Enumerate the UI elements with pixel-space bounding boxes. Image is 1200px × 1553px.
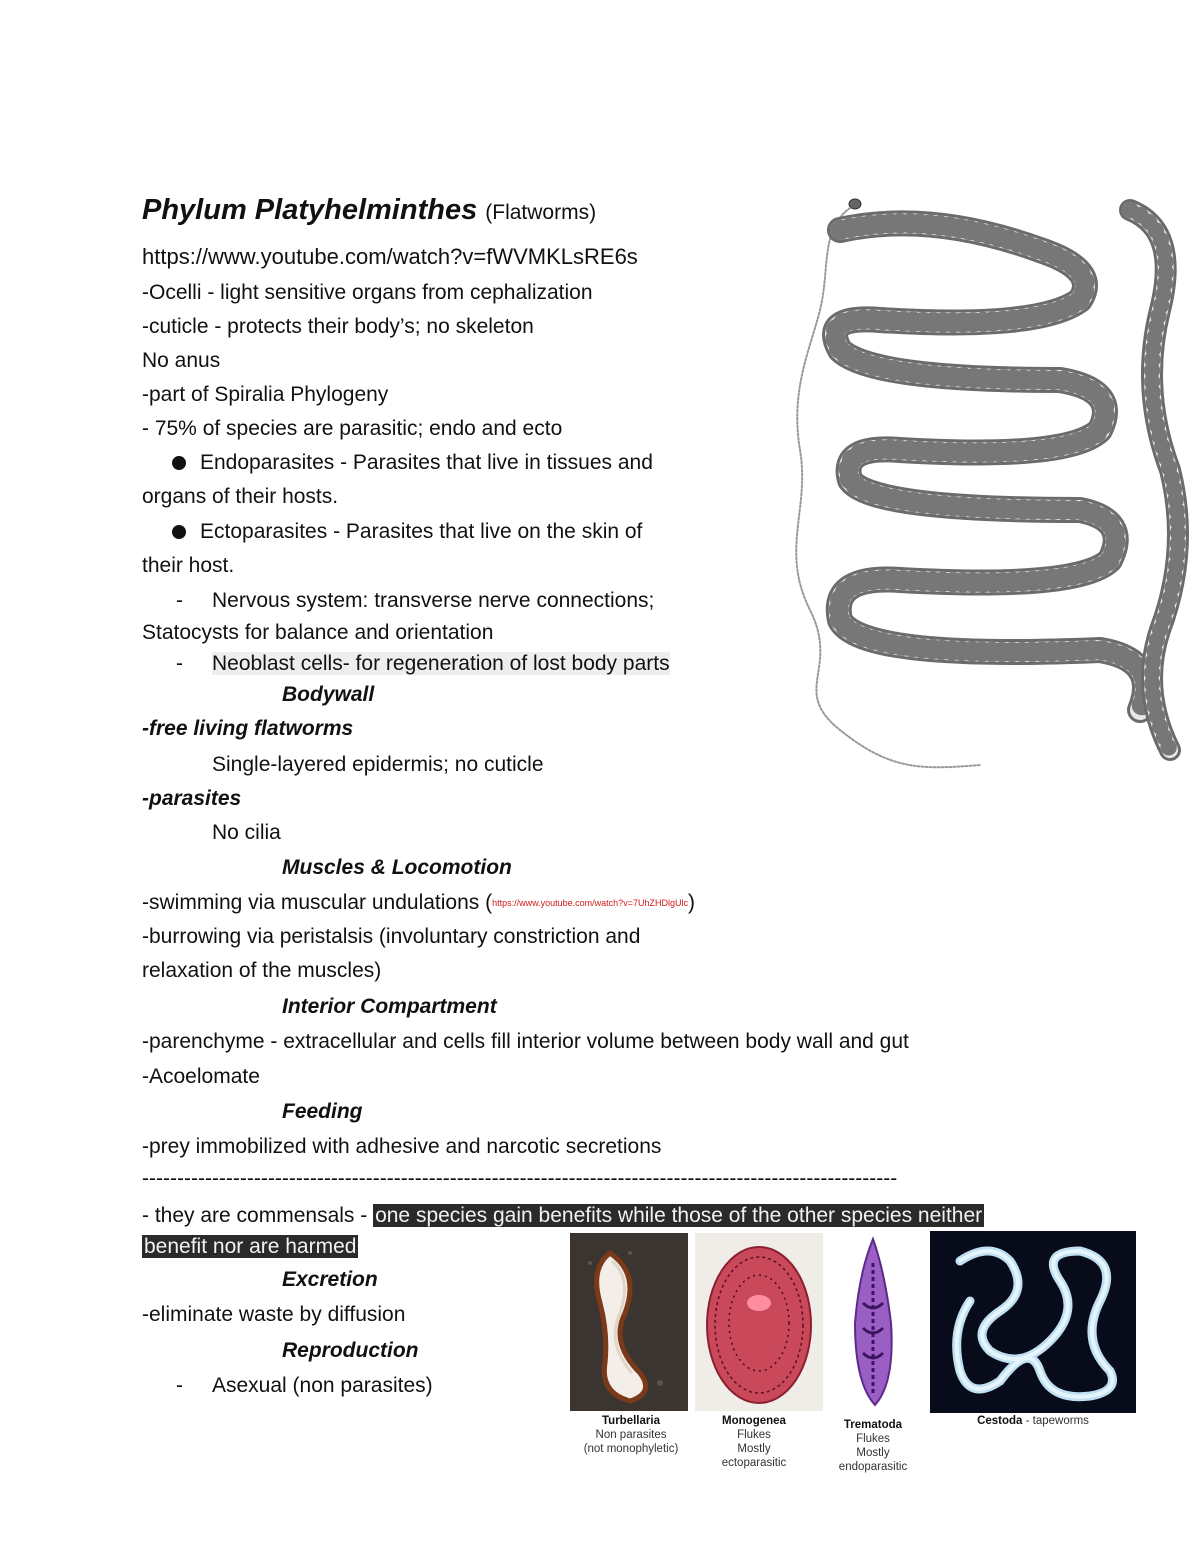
intro-line: -part of Spiralia Phylogeny bbox=[142, 383, 389, 406]
section-heading-bodywall: Bodywall bbox=[282, 683, 375, 706]
dash-continuation: Statocysts for balance and orientation bbox=[142, 621, 494, 644]
body-text: -prey immobilized with adhesive and narcotic secretions bbox=[142, 1135, 662, 1158]
section-heading-feeding: Feeding bbox=[282, 1100, 363, 1123]
caption-text: Mostly bbox=[856, 1447, 890, 1459]
subheading-parasites: -parasites bbox=[142, 787, 242, 810]
caption-text: Mostly bbox=[737, 1443, 771, 1455]
caption-title: Monogenea bbox=[722, 1415, 786, 1427]
dash-item: - Nervous system: transverse nerve connections; bbox=[176, 589, 655, 612]
body-text: -burrowing via peristalsis (involuntary constriction and bbox=[142, 925, 641, 948]
caption-text: ectoparasitic bbox=[721, 1457, 787, 1469]
intro-line: -cuticle - protects their body’s; no skeleton bbox=[142, 315, 534, 338]
subheading-free-living: -free living flatworms bbox=[142, 717, 354, 740]
monogenea-photo bbox=[695, 1233, 823, 1411]
caption-cestoda bbox=[930, 1414, 1136, 1428]
caption-text: Flukes bbox=[856, 1433, 890, 1445]
highlighted-text: benefit nor are harmed bbox=[144, 1235, 357, 1258]
body-text: -Acoelomate bbox=[142, 1065, 260, 1088]
dash-text: Nervous system: transverse nerve connections; bbox=[212, 589, 655, 612]
tapeworm-illustration bbox=[780, 190, 1200, 780]
cestoda-photo bbox=[930, 1231, 1136, 1413]
commensals-line bbox=[142, 1203, 984, 1229]
body-text: -parenchyme - extracellular and cells fill interior volume between body wall and gut bbox=[142, 1030, 909, 1053]
dash-item: - Neoblast cells- for regeneration of lost body parts bbox=[176, 652, 670, 675]
bullet-continuation: organs of their hosts. bbox=[142, 485, 339, 508]
body-text: Single-layered epidermis; no cuticle bbox=[212, 753, 544, 776]
video-url[interactable]: https://www.youtube.com/watch?v=fWVMKLsRE6s bbox=[142, 244, 638, 269]
caption-text: Flukes bbox=[737, 1429, 771, 1441]
body-text: -swimming via muscular undulations ( bbox=[142, 891, 493, 914]
caption-title: Turbellaria bbox=[602, 1415, 660, 1427]
highlighted-text: one species gain benefits while those of the other species neither bbox=[375, 1204, 983, 1227]
bullet-text: Endoparasites - Parasites that live in tissues and bbox=[200, 451, 653, 474]
body-text: - they are commensals - bbox=[142, 1204, 374, 1227]
title-main: Phylum Platyhelminthes bbox=[142, 194, 478, 226]
caption-monogenea bbox=[695, 1414, 813, 1470]
caption-trematoda bbox=[830, 1418, 916, 1474]
video-link[interactable]: https://www.youtube.com/watch?v=7UhZHDlgUlc bbox=[492, 898, 688, 908]
bullet-continuation: their host. bbox=[142, 554, 235, 577]
caption-title: Cestoda bbox=[977, 1415, 1023, 1427]
section-heading-muscles: Muscles & Locomotion bbox=[282, 856, 512, 879]
page-title bbox=[142, 193, 596, 230]
section-heading-reproduction: Reproduction bbox=[282, 1339, 419, 1362]
body-text: relaxation of the muscles) bbox=[142, 959, 382, 982]
caption-text: Non parasites bbox=[595, 1429, 667, 1441]
dash-text: Neoblast cells- for regeneration of lost body parts bbox=[212, 652, 670, 675]
section-heading-interior: Interior Compartment bbox=[282, 995, 497, 1018]
caption-text: - tapeworms bbox=[1022, 1415, 1089, 1427]
bullet-item bbox=[172, 519, 642, 545]
swimming-line bbox=[142, 890, 695, 916]
caption-text: (not monophyletic) bbox=[583, 1443, 679, 1455]
bullet-dot-icon bbox=[172, 525, 186, 539]
title-sub: (Flatworms) bbox=[485, 201, 597, 224]
body-text: -eliminate waste by diffusion bbox=[142, 1303, 406, 1326]
body-text: ) bbox=[687, 891, 695, 914]
intro-line: - 75% of species are parasitic; endo and ecto bbox=[142, 417, 563, 440]
caption-text: endoparasitic bbox=[838, 1461, 908, 1473]
commensals-line-2 bbox=[142, 1234, 358, 1260]
section-heading-excretion: Excretion bbox=[282, 1268, 378, 1291]
caption-title: Trematoda bbox=[843, 1419, 903, 1431]
dash-text: Asexual (non parasites) bbox=[212, 1374, 433, 1397]
bullet-text: Ectoparasites - Parasites that live on the skin of bbox=[200, 520, 643, 543]
intro-line: -Ocelli - light sensitive organs from cephalization bbox=[142, 281, 593, 304]
intro-line: No anus bbox=[142, 349, 221, 372]
trematoda-photo bbox=[833, 1233, 913, 1411]
caption-turbellaria bbox=[572, 1414, 690, 1456]
body-text: No cilia bbox=[212, 821, 281, 844]
bullet-item bbox=[172, 450, 653, 476]
turbellaria-photo bbox=[570, 1233, 688, 1411]
divider: ------------------------------------------------------------------------------------------------------------ bbox=[142, 1167, 898, 1190]
dash-item: - Asexual (non parasites) bbox=[176, 1374, 433, 1397]
bullet-dot-icon bbox=[172, 456, 186, 470]
